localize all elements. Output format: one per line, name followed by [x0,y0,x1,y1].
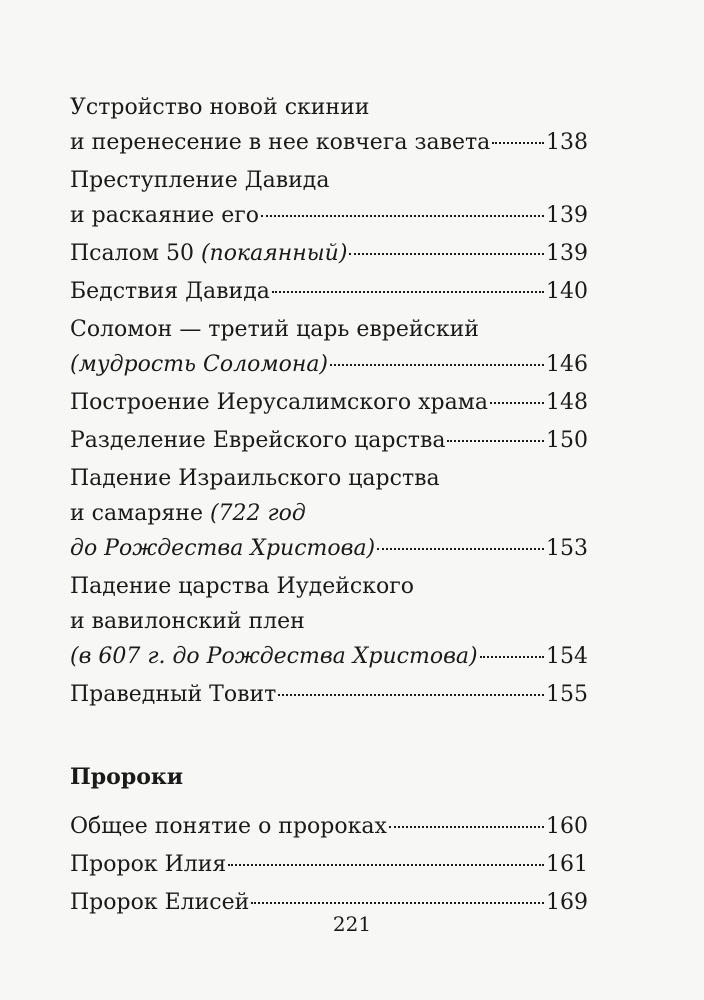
page-number: 140 [546,279,588,304]
table-of-contents [70,90,588,923]
toc-entry [70,847,588,882]
entry-title-line: Падение царства Иудейского [70,574,414,599]
entry-title-line: Устройство новой скинии [70,95,370,120]
toc-entry [70,677,588,712]
entry-title-line: Общее понятие о пророках [70,814,387,839]
dot-leader [492,142,544,144]
dot-leader [349,253,544,255]
toc-entry [70,461,588,566]
entry-title-line: Падение Израильского царства [70,466,440,491]
entry-title-line: и вавилонский плен [70,609,305,634]
entry-title-line: Соломон — третий царь еврейский [70,317,479,342]
page-number: 154 [546,644,588,669]
toc-entry [70,90,588,160]
dot-leader [490,402,544,404]
dot-leader [389,826,544,828]
entry-title-line: и раскаяние его [70,203,260,228]
toc-entry [70,163,588,233]
page-number: 161 [546,852,588,877]
page-number: 146 [546,352,588,377]
section-heading: Пророки [70,764,184,790]
page-number: 160 [546,814,588,839]
dot-leader [228,864,544,866]
toc-entry [70,274,588,309]
entry-title-line: (в 607 г. до Рождества Христова) [70,644,478,669]
entry-title-line: Пророк Елисей [70,890,250,915]
toc-entry [70,809,588,844]
page-number: 148 [546,390,588,415]
dot-leader [261,215,544,217]
folio-page-number: 221 [332,912,372,936]
entry-title-line: до Рождества Христова) [70,536,376,561]
toc-entry [70,385,588,420]
dot-leader [278,694,544,696]
dot-leader [251,902,544,904]
entry-title-line [70,236,347,271]
entry-title-italic: (722 год [209,501,306,526]
entry-title-line: Преступление Давида [70,168,330,193]
toc-entry [70,569,588,674]
dot-leader [447,440,544,442]
toc-entry [70,236,588,271]
toc-entry [70,312,588,382]
entry-title-text: и самаряне [70,501,210,526]
entry-title-line: (мудрость Соломона) [70,352,329,377]
entry-title-italic: (покаянный) [200,241,348,266]
entry-title-text: Псалом 50 [70,241,201,266]
page-number: 139 [546,203,588,228]
dot-leader [330,364,544,366]
page-number: 169 [546,890,588,915]
page-number: 139 [546,241,588,266]
entry-title-line: Пророк Илия [70,852,227,877]
dot-leader [480,656,544,658]
page-number: 155 [546,682,588,707]
toc-entry [70,423,588,458]
entry-title-line: Праведный Товит [70,682,277,707]
dot-leader [272,291,544,293]
entry-title-line [70,496,588,531]
entry-title-line: и перенесение в нее ковчега завета [70,130,491,155]
dot-leader [377,548,544,550]
entry-title-line: Бедствия Давида [70,279,270,304]
page-number: 150 [546,428,588,453]
page-number: 153 [546,536,588,561]
entry-title-line: Разделение Еврейского царства [70,428,446,453]
entry-title-line: Построение Иерусалимского храма [70,390,488,415]
page-number: 138 [546,130,588,155]
